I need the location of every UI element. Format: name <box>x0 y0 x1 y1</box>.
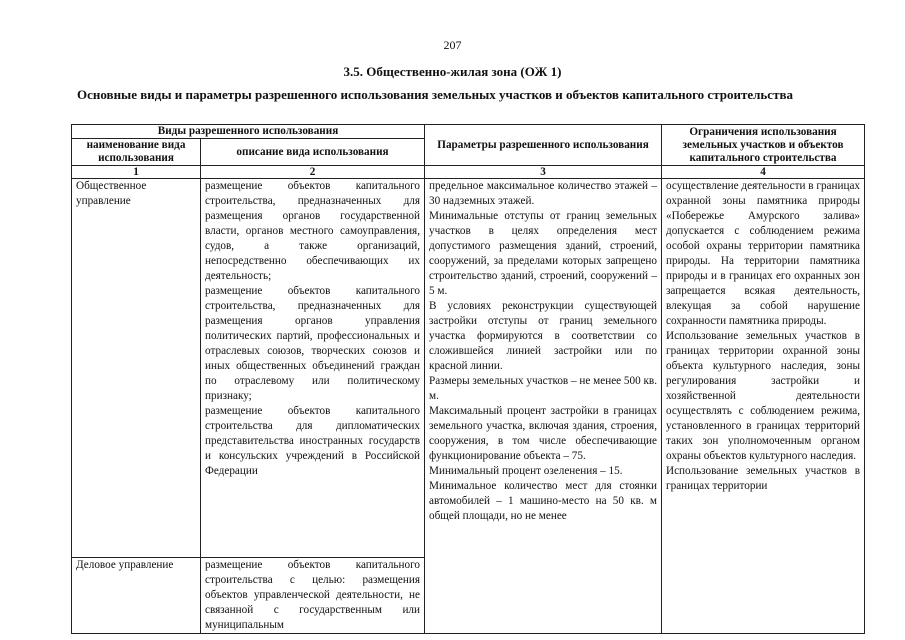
column-number: 1 <box>72 166 201 179</box>
header-parameters: Параметры разрешенного использования <box>425 125 662 166</box>
column-number: 2 <box>201 166 425 179</box>
description-paragraph: размещение объектов капитального строительства с целью: размещения объектов управленческой деятельности, не связанной с государственным или муниципальным <box>205 558 421 631</box>
limits-cell <box>662 179 865 634</box>
parameter-paragraph: предельное максимальное количество этажей – 30 надземных этажей. <box>429 180 658 207</box>
usage-name: Деловое управление <box>76 558 174 571</box>
header-limits: Ограничения использования земельных участков и объектов капитального строительства <box>662 125 865 166</box>
limit-paragraph: Использование земельных участков в границах территории <box>666 465 861 492</box>
parameter-paragraph: Максимальный процент застройки в границах земельного участка, включая здания, строения, сооружения, в том числе обеспечивающие функционирование объекта – 75. <box>429 405 658 462</box>
column-number: 3 <box>425 166 662 179</box>
usage-name-cell <box>72 557 201 633</box>
column-number: 4 <box>662 166 865 179</box>
document-heading: Основные виды и параметры разрешенного использования земельных участков и объектов капитального строительства <box>77 87 793 102</box>
usage-description-cell <box>201 179 425 558</box>
description-paragraph: размещение объектов капитального строительства, предназначенных для размещения органов государственной власти, органов местного самоуправления, судов, а также организаций, непосредственно обеспечивающих их деятельность; <box>205 180 421 282</box>
usage-name-cell <box>72 179 201 558</box>
parameter-paragraph: Минимальный процент озеленения – 15. <box>429 465 623 477</box>
table-row <box>72 179 865 558</box>
header-usage-description: описание вида использования <box>201 139 425 166</box>
parameter-paragraph: Минимальное количество мест для стоянки автомобилей – 1 машино-место на 50 кв. м общей площади, но не менее <box>429 480 658 522</box>
header-usage-name: наименование вида использования <box>72 139 201 166</box>
limit-paragraph: Использование земельных участков в границах территории охранной зоны объекта культурного наследия, зоны регулирования застройки и хозяйственной деятельности осуществлять с соблюдением режима, установленного в границах территорий таких зон уполномоченным органом охраны объектов культурного наследия. <box>666 330 861 462</box>
parameters-cell <box>425 179 662 634</box>
parameter-paragraph: В условиях реконструкции существующей застройки отступы от границ земельного участка формируются в соответствии со сложившейся линией застройки или по красной линии. <box>429 300 658 372</box>
section-title: 3.5. Общественно-жилая зона (ОЖ 1) <box>343 64 562 79</box>
parameter-paragraph: Минимальные отступы от границ земельных участков в целях определения мест допустимого размещения зданий, строений, сооружений, за пределами которых запрещено строительство зданий, строений, сооружений – 5 м. <box>429 210 658 297</box>
description-paragraph: размещение объектов капитального строительства для дипломатических представительства иностранных государств и консульских учреждений в Российской Федерации <box>205 405 421 477</box>
usage-description-cell <box>201 557 425 633</box>
table-header-row-1 <box>72 125 865 139</box>
parameter-paragraph: Размеры земельных участков – не менее 500 кв. м. <box>429 375 658 402</box>
header-usage-types: Виды разрешенного использования <box>72 125 425 139</box>
description-paragraph: размещение объектов капитального строительства, предназначенных для размещения органов управления политических партий, профессиональных и отраслевых союзов, творческих союзов и иных общественных объединений граждан по отраслевому или политическому признаку; <box>205 285 421 402</box>
page-number: 207 <box>443 38 462 52</box>
usage-name: Общественное управление <box>76 180 147 207</box>
column-number-row <box>72 166 865 179</box>
limit-paragraph: осуществление деятельности в границах охранной зоны памятника природы «Побережье Амурского залива» допускается с соблюдением режима особой охраны территории памятника природы. На территории памятника природы и в границах его охранных зон запрещается всякая деятельность, влекущая за собой нарушение сохранности памятника природы. <box>666 180 861 327</box>
zoning-table <box>71 124 865 634</box>
